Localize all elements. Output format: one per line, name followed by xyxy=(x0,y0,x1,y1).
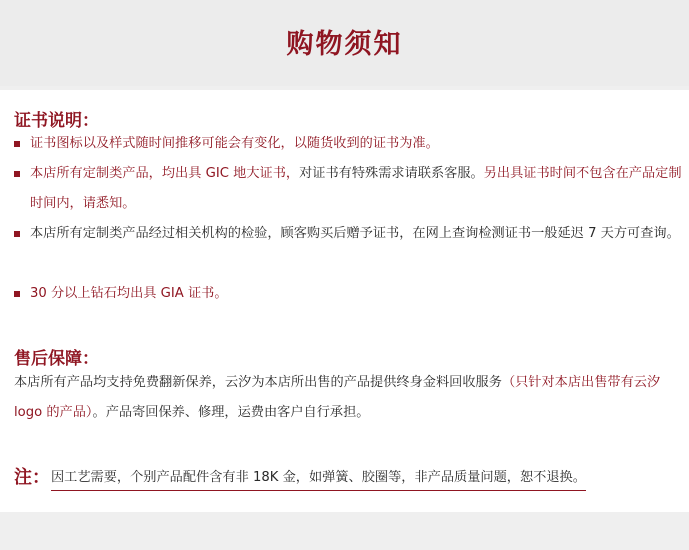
page-header xyxy=(0,0,689,86)
aftersale-text-plain: 。产品寄回保养、修理，运费由客户自行承担。 xyxy=(92,405,370,420)
list-item xyxy=(14,159,682,219)
note-text: 因工艺需要，个别产品配件含有非 18K 金，如弹簧、胶圈等，非产品质量问题，恕不退换。 xyxy=(51,467,586,491)
list-item xyxy=(14,219,682,249)
bullet-icon xyxy=(14,291,20,297)
certificate-section-title: 证书说明： xyxy=(14,111,99,131)
note xyxy=(14,463,682,493)
bullet-icon xyxy=(14,171,20,177)
aftersale-text-plain: 本店所有产品均支持免费翻新保养，云汐为本店所出售的产品提供终身金料回收服务 xyxy=(14,375,502,390)
aftersale-section-title: 售后保障： xyxy=(14,349,99,369)
list-item-text-plain: 对证书有特殊需求请联系客服。 xyxy=(299,166,484,181)
notice-card xyxy=(0,90,689,512)
aftersale-text-highlight: （只针对本店出售带有云汐 logo 的产品） xyxy=(14,375,661,420)
list-item-text-highlight: 本店所有定制类产品，均出具 GIC 地大证书， xyxy=(30,166,300,181)
list-item-text xyxy=(14,159,682,219)
list-item xyxy=(14,129,682,159)
bullet-icon xyxy=(14,141,20,147)
aftersale-paragraph xyxy=(14,368,682,428)
list-item xyxy=(14,279,682,309)
page-title: 购物须知 xyxy=(286,29,403,60)
bullet-icon xyxy=(14,231,20,237)
list-item-text: 证书图标以及样式随时间推移可能会有变化，以随货收到的证书为准。 xyxy=(30,136,439,151)
list-item-text: 30 分以上钻石均出具 GIA 证书。 xyxy=(30,286,228,301)
note-label: 注： xyxy=(14,467,50,488)
list-item-text-highlight: 另出具证书时间不包含在产品定制时间内，请悉知。 xyxy=(30,166,682,211)
list-item-text: 本店所有定制类产品经过相关机构的检验，顾客购买后赠予证书，在网上查询检测证书一般延迟 7 天方可查询。 xyxy=(30,226,680,241)
